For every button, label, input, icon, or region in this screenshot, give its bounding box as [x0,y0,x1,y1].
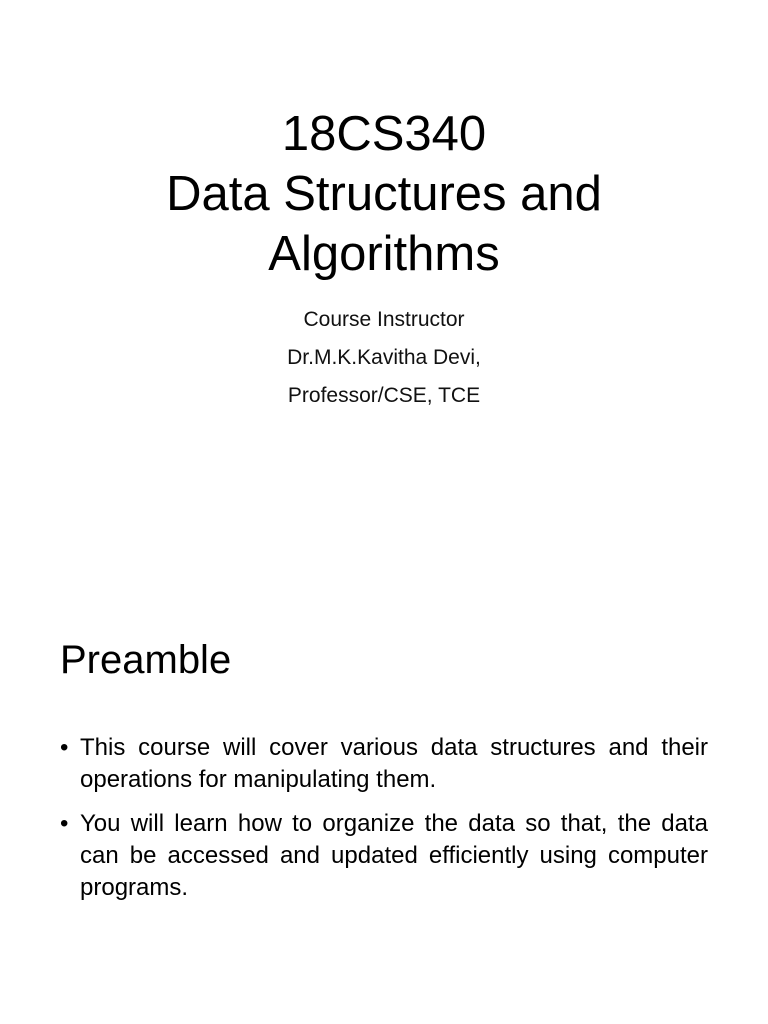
bullet-icon: • [60,810,69,837]
slide-subtitle [0,301,768,415]
list-item [60,808,708,904]
instructor-name: Dr.M.K.Kavitha Devi, [287,346,481,369]
preamble-slide [0,512,768,1024]
course-code: 18CS340 [281,107,487,161]
course-title-line-1: Data Structures and [166,167,602,221]
bullet-text: You will learn how to organize the data so that, the data can be accessed and updated efficiently using computer programs. [80,810,708,901]
section-heading: Preamble [60,638,232,682]
bullet-list [60,732,708,916]
bullet-text: This course will cover various data structures and their operations for manipulating them. [80,734,708,793]
instructor-label: Course Instructor [303,308,465,331]
list-item [60,732,708,796]
slide-title [0,104,768,284]
instructor-title: Professor/CSE, TCE [287,384,481,407]
bullet-icon: • [60,734,69,761]
course-title-line-2: Algorithms [268,227,500,281]
